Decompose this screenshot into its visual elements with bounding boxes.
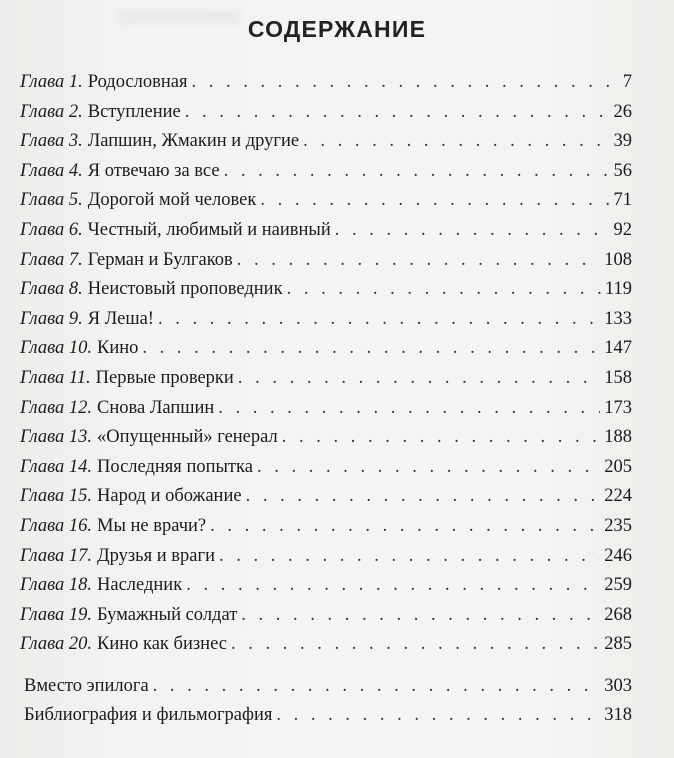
chapter-title: Наследник: [97, 575, 183, 596]
chapter-number: Глава 18.: [20, 575, 92, 596]
table-of-contents: [20, 68, 632, 731]
chapter-number: Глава 2.: [20, 101, 83, 122]
dot-leader: [219, 542, 600, 572]
chapter-number: Глава 3.: [20, 131, 83, 152]
dot-leader: [210, 512, 600, 542]
dot-leader: [282, 423, 601, 453]
page-number: 285: [604, 634, 632, 655]
page-number: 92: [613, 219, 632, 240]
chapter-number: Глава 20.: [20, 634, 92, 655]
page-number: 39: [613, 131, 632, 152]
page-number: 158: [604, 367, 632, 388]
chapter-title: Снова Лапшин: [97, 397, 215, 418]
chapter-number: Глава 11.: [20, 367, 91, 388]
chapter-title: Друзья и враги: [97, 545, 215, 566]
dot-leader: [231, 630, 600, 660]
chapter-title: Кино: [97, 338, 139, 359]
chapter-number: Глава 7.: [20, 249, 83, 270]
dot-leader: [260, 186, 609, 216]
page-number: 318: [604, 705, 632, 726]
toc-entry: [20, 216, 632, 246]
dot-leader: [241, 601, 600, 631]
chapter-number: Глава 1.: [20, 72, 83, 92]
chapter-title: Кино как бизнес: [97, 634, 227, 655]
page-number: 71: [613, 190, 632, 211]
dot-leader: [158, 305, 600, 335]
chapter-number: Глава 10.: [20, 338, 92, 359]
section-gap: [20, 660, 632, 672]
toc-entry: [20, 453, 632, 483]
toc-entry: [20, 601, 632, 631]
page-number: 7: [622, 72, 632, 92]
chapter-number: Глава 5.: [20, 190, 83, 211]
toc-entry: [20, 364, 632, 394]
page-number: 224: [604, 486, 632, 507]
chapter-number: Глава 13.: [20, 427, 92, 448]
toc-entry: [20, 305, 632, 335]
toc-entry: [20, 571, 632, 601]
chapter-title: Народ и обожание: [97, 486, 242, 507]
toc-entry-epilogue: [20, 672, 632, 702]
dot-leader: [218, 394, 600, 424]
page-number: 108: [604, 249, 632, 270]
chapter-title: Лапшин, Жмакин и другие: [87, 131, 300, 152]
chapter-title: «Опущенный» генерал: [97, 427, 278, 448]
chapter-number: Глава 17.: [20, 545, 92, 566]
page-number: 188: [604, 427, 632, 448]
toc-entry: [20, 423, 632, 453]
toc-entry: [20, 186, 632, 216]
dot-leader: [335, 216, 610, 246]
chapter-title: Последняя попытка: [97, 456, 253, 477]
chapter-title: Честный, любимый и наивный: [87, 219, 331, 240]
chapter-number: Глава 8.: [20, 279, 83, 300]
page-number: 26: [613, 101, 632, 122]
toc-entry: [20, 482, 632, 512]
dot-leader: [276, 701, 600, 731]
dot-leader: [246, 482, 601, 512]
dot-leader: [303, 127, 609, 157]
dot-leader: [142, 334, 600, 364]
toc-entry: [20, 68, 632, 98]
toc-entry: [20, 157, 632, 187]
page-title: СОДЕРЖАНИЕ: [247, 16, 427, 42]
page-number: 56: [613, 160, 632, 181]
chapter-number: Глава 15.: [20, 486, 92, 507]
entry-title: Вместо эпилога: [24, 675, 149, 696]
chapter-number: Глава 6.: [20, 219, 83, 240]
dot-leader: [185, 98, 610, 128]
toc-entry: [20, 542, 632, 572]
chapter-title: Я Леша!: [87, 308, 154, 329]
page-number: 147: [604, 338, 632, 359]
page-number: 268: [604, 604, 632, 625]
page-number: 133: [604, 308, 632, 329]
toc-entry: [20, 246, 632, 276]
chapter-number: Глава 16.: [20, 515, 92, 536]
dot-leader: [186, 571, 600, 601]
page-number: 303: [604, 675, 632, 696]
dot-leader: [224, 157, 610, 187]
chapter-number: Глава 4.: [20, 160, 83, 181]
chapter-number: Глава 9.: [20, 308, 83, 329]
toc-entry: [20, 512, 632, 542]
chapter-title: Бумажный солдат: [97, 604, 238, 625]
dot-leader: [191, 68, 618, 98]
dot-leader: [257, 453, 600, 483]
dot-leader: [287, 275, 601, 305]
dot-leader: [153, 672, 601, 702]
dot-leader: [237, 246, 601, 276]
chapter-title: Я отвечаю за все: [87, 160, 220, 181]
toc-entry-bibliography: [20, 701, 632, 731]
chapter-title: Родословная: [87, 72, 188, 92]
page-number: 259: [604, 575, 632, 596]
chapter-title: Вступление: [87, 101, 181, 122]
page-number: 119: [604, 279, 632, 300]
toc-entry: [20, 394, 632, 424]
chapter-title: Первые проверки: [95, 367, 234, 388]
chapter-title: Мы не врачи?: [97, 515, 207, 536]
chapter-title: Дорогой мой человек: [87, 190, 257, 211]
chapter-number: Глава 14.: [20, 456, 92, 477]
page-number: 246: [604, 545, 632, 566]
chapter-title: Неистовый проповедник: [87, 279, 283, 300]
toc-entry: [20, 98, 632, 128]
chapter-title: Герман и Булгаков: [87, 249, 233, 270]
toc-entry: [20, 334, 632, 364]
dot-leader: [238, 364, 600, 394]
page-number: 235: [604, 515, 632, 536]
toc-entry: [20, 630, 632, 660]
toc-entry: [20, 275, 632, 305]
entry-title: Библиография и фильмография: [24, 705, 273, 726]
chapter-number: Глава 12.: [20, 397, 92, 418]
page-number: 205: [604, 456, 632, 477]
chapter-number: Глава 19.: [20, 604, 92, 625]
toc-entry: [20, 127, 632, 157]
page-number: 173: [604, 397, 632, 418]
